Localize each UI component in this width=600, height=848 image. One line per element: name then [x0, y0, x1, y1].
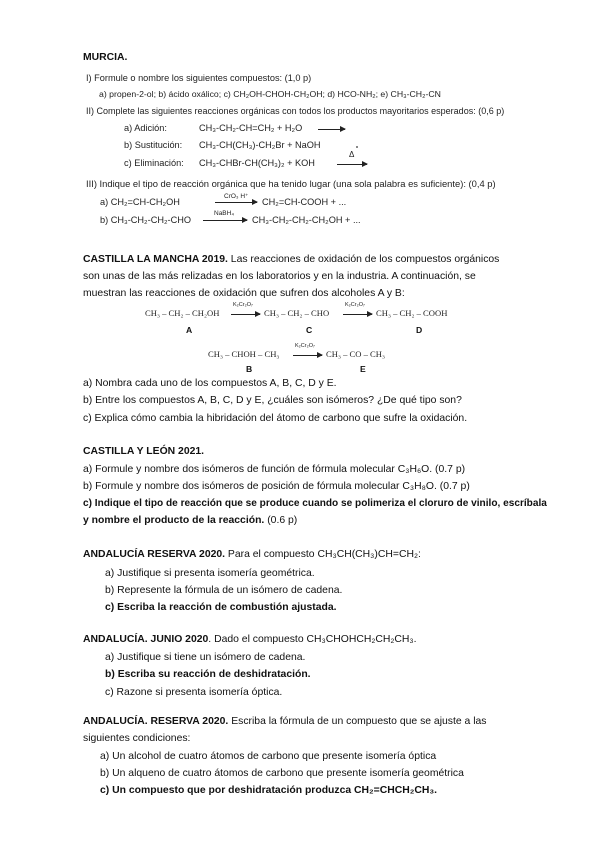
and2-qb: b) Escriba su reacción de deshidratación. [105, 669, 311, 680]
reaction-arrow [215, 202, 257, 203]
label-e: E [360, 364, 366, 374]
clm-title: CASTILLA LA MANCHA 2019. [83, 254, 228, 265]
cyl-qa: a) Formule y nombre dos isómeros de función de fórmula molecular C₃H₆O. (0.7 p) [83, 464, 466, 475]
clm-qb: b) Entre los compuestos A, B, C, D y E, ¿cuáles son isómeros? ¿De qué tipo son? [83, 395, 462, 406]
clm-qc: c) Explica cómo cambia la hibridación del átomo de carbono que sufre la oxidación. [83, 413, 468, 424]
and3-qc: c) Un compuesto que por deshidratación produzca CH₂=CHCH₂CH₃. [100, 785, 438, 796]
dot-mark [356, 146, 358, 148]
murcia-q3b-left: b) CH₃-CH₂-CH₂-CHO [100, 215, 192, 225]
and1-qa: a) Justifique si presenta isomería geométrica. [105, 568, 315, 579]
murcia-q3a-right: CH₂=CH-COOH + ... [262, 197, 347, 207]
reagent-label: CrO₃ H⁺ [224, 193, 249, 200]
murcia-q2: II) Complete las siguientes reacciones orgánicas con todos los productos mayoritarios esperados: (0,6 p) [86, 106, 505, 116]
clm-intro2: son unas de las más relizadas en los laboratorios y en la industria. A continuación, se [83, 271, 476, 282]
and1-header [83, 549, 421, 560]
label-d: D [416, 325, 423, 335]
and3-intro1: Escriba la fórmula de un compuesto que se ajuste a las [228, 716, 487, 727]
label-a: A [186, 325, 193, 335]
murcia-title: MURCIA. [83, 52, 128, 63]
cyl-qc1: c) Indique el tipo de reacción que se produce cuando se polimeriza el cloruro de vinilo, escríbala [83, 498, 547, 509]
and1-qc: c) Escriba la reacción de combustión ajustada. [105, 602, 337, 613]
murcia-q3a-left: a) CH₂=CH-CH₂OH [100, 197, 180, 207]
and2-qc: c) Razone si presenta isomería óptica. [105, 687, 283, 698]
murcia-q2a-label: a) Adición: [124, 123, 167, 133]
reaction-arrow [231, 314, 260, 315]
compound-c: CH₃ – CH₂ – CHO [264, 308, 330, 318]
and1-intro: Para el compuesto CH₃CH(CH₃)CH=CH₂: [225, 549, 421, 560]
reagent-label: K₂Cr₂O₇ [345, 302, 365, 308]
and2-qa: a) Justifique si tiene un isómero de cadena. [105, 652, 306, 663]
murcia-q3: III) Indique el tipo de reacción orgánica que ha tenido lugar (una sola palabra es suficiente): (0,4 p) [86, 178, 496, 189]
and3-header [83, 716, 487, 727]
murcia-q2a-eq: CH₃-CH₂-CH=CH₂ + H₂O [199, 123, 303, 133]
reaction-arrow [343, 314, 372, 315]
reaction-arrow [293, 355, 322, 356]
and2-intro: . Dado el compuesto CH₃CHOHCH₂CH₂CH₃. [208, 634, 417, 645]
cyl-qb: b) Formule y nombre dos isómeros de posición de fórmula molecular C₃H₈O. (0.7 p) [83, 481, 470, 492]
and3-title: ANDALUCÍA. RESERVA 2020. [83, 716, 229, 727]
cyl-title: CASTILLA Y LEÓN 2021. [83, 446, 205, 457]
reaction-arrow [318, 129, 345, 130]
clm-intro-line1 [83, 254, 499, 265]
reagent-label: NaBH₄ [214, 210, 234, 217]
cyl-qc2-points: (0.6 p) [264, 515, 298, 526]
murcia-q2c-label: c) Eliminación: [124, 158, 184, 168]
clm-intro3: muestran las reacciones de oxidación que sufren dos alcoholes A y B: [83, 288, 405, 299]
and3-intro2: siguientes condiciones: [83, 733, 191, 744]
compound-a: CH₃ – CH₂ – CH₂OH [145, 308, 220, 318]
clm-qa: a) Nombra cada uno de los compuestos A, B, C, D y E. [83, 378, 337, 389]
and3-qa: a) Un alcohol de cuatro átomos de carbono que presente isomería óptica [100, 751, 437, 762]
and1-title: ANDALUCÍA RESERVA 2020. [83, 549, 226, 560]
murcia-q2c-eq: CH₃-CHBr-CH(CH₃)₂ + KOH [199, 158, 315, 168]
and2-title: ANDALUCÍA. JUNIO 2020 [83, 634, 209, 645]
and2-header [83, 634, 417, 645]
compound-d: CH₃ – CH₂ – COOH [376, 308, 448, 318]
cyl-qc2: y nombre el producto de la reacción. [83, 515, 265, 526]
reagent-label: K₂Cr₂O₇ [295, 343, 315, 349]
compound-e: CH₃ – CO – CH₃ [326, 349, 385, 359]
and1-qb: b) Represente la fórmula de un isómero de cadena. [105, 585, 343, 596]
label-b: B [246, 364, 253, 374]
delta-symbol: Δ [349, 150, 355, 159]
label-c: C [306, 325, 313, 335]
murcia-q2b-label: b) Sustitución: [124, 140, 183, 150]
reaction-arrow [203, 220, 247, 221]
reagent-label: K₂Cr₂O₇ [233, 302, 253, 308]
murcia-q3b-right: CH₃-CH₂-CH₂-CH₂OH + ... [252, 215, 361, 225]
and3-qb: b) Un alqueno de cuatro átomos de carbono que presente isomería geométrica [100, 768, 464, 779]
cyl-qc-line2 [83, 515, 297, 526]
clm-intro1: Las reacciones de oxidación de los compuestos orgánicos [227, 254, 500, 265]
murcia-q2b-eq: CH₃-CH(CH₃)-CH₂Br + NaOH [199, 140, 321, 150]
reaction-arrow [337, 164, 367, 165]
murcia-q1: I) Formule o nombre los siguientes compuestos: (1,0 p) [86, 73, 312, 83]
compound-b: CH₃ – CHOH – CH₃ [208, 349, 280, 359]
murcia-q1-items: a) propen-2-ol; b) ácido oxálico; c) CH₂OH-CHOH-CH₂OH; d) HCO-NH₂; e) CH₃-CH₂-CN [99, 89, 441, 99]
